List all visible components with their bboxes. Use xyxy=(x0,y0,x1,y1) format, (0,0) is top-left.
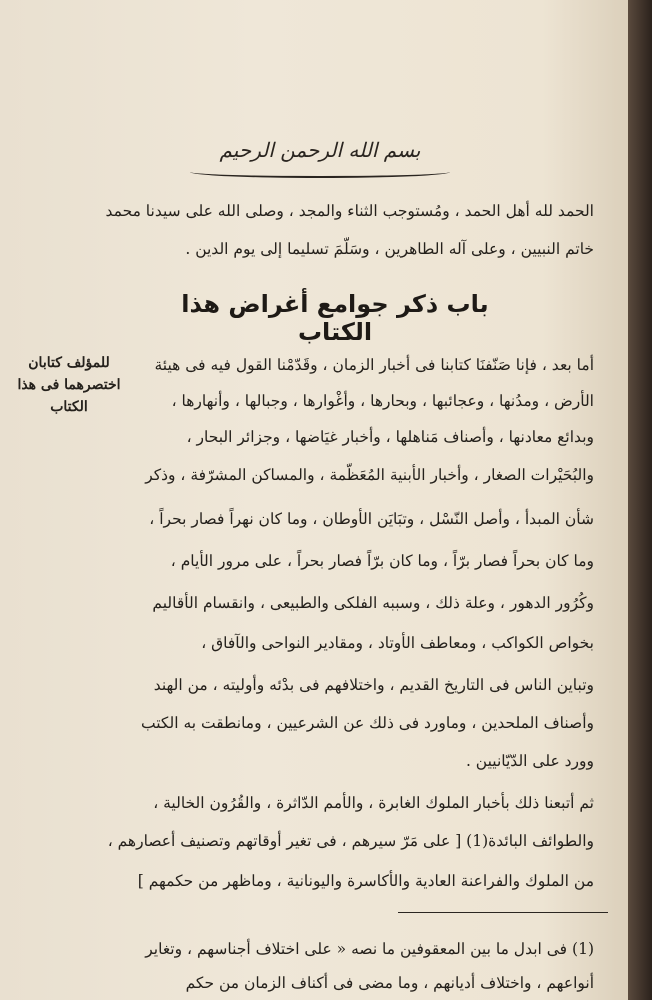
body-line: وما كان بحراً فصار برّاً ، وما كان برّاً فصار بحراً ، على مرور الأيام ، xyxy=(170,552,594,570)
body-line: والبُحَيْرات الصغار ، وأخبار الأبنية المُعَظّمة ، والمساكن المشرّفة ، وذكر xyxy=(145,466,594,484)
basmala-calligraphy xyxy=(190,138,450,178)
footnote-line: أنواعهم ، واختلاف أديانهم ، وما مضى فى أكناف الزمان من حكم xyxy=(185,974,594,992)
basmala-swash xyxy=(190,166,450,178)
body-line: ثم أتبعنا ذلك بأخبار الملوك الغابرة ، والأمم الدّاثرة ، والقُرُون الخالية ، xyxy=(153,794,594,812)
body-line: من الملوك والفراعنة العادية والأكاسرة واليونانية ، وماظهر من حكمهم ] xyxy=(137,872,594,890)
body-line: وبدائع معادنها ، وأصناف مَناهلها ، وأخبار غيَاضها ، وجزائر البحار ، xyxy=(186,428,594,446)
body-line: وتباين الناس فى التاريخ القديم ، واختلافهم فى بدْئه وأوليته ، من الهند xyxy=(153,676,594,694)
margin-note: للمؤلف كتابان اختصرهما فى هذا الكتاب xyxy=(17,355,121,415)
body-line: بخواص الكواكب ، ومعاطف الأوتاد ، ومقادير النواحى والآفاق ، xyxy=(201,634,594,652)
body-line: وأصناف الملحدين ، وماورد فى ذلك عن الشرعيين ، ومانطقت به الكتب xyxy=(141,714,594,732)
footnote-line: (1) فى ابدل ما بين المعقوفين ما نصه « على اختلاف أجناسهم ، وتغاير xyxy=(145,940,594,958)
footnote-divider xyxy=(398,912,608,913)
basmala-text: بسم الله الرحمن الرحيم xyxy=(219,138,421,162)
chapter-title: باب ذكر جوامع أغراض هذا الكتاب xyxy=(181,290,489,346)
body-line: شأن المبدأ ، وأصل النّسْل ، وتبَايَن الأوطان ، وما كان نهراً فصار بحراً ، xyxy=(149,510,594,528)
book-edge xyxy=(628,0,652,1000)
body-line: والطوائف البائدة(1) [ على مَرّ سيرهم ، فى تغير أوقاتهم وتصنيف أعصارهم ، xyxy=(107,832,594,850)
intro-line: الحمد لله أهل الحمد ، ومُستوجب الثناء والمجد ، وصلى الله على سيدنا محمد xyxy=(105,202,594,220)
body-line: الأرض ، ومدُنها ، وعجائبها ، وبحارها ، وأغْوارها ، وجبالها ، وأنهارها ، xyxy=(171,392,594,410)
intro-line: خاتم النبيين ، وعلى آله الطاهرين ، وسَلّمَ تسليما إلى يوم الدين . xyxy=(185,240,594,258)
body-line: وكُرُور الدهور ، وعلة ذلك ، وسببه الفلكى والطبيعى ، وانقسام الأقاليم xyxy=(152,594,594,612)
body-line: أما بعد ، فإنا صَنّفنَا كتابنا فى أخبار الزمان ، وقَدّمْنا القول فيه فى هيئة xyxy=(154,356,594,374)
body-line: وورد على الدّيّانيين . xyxy=(465,752,594,770)
